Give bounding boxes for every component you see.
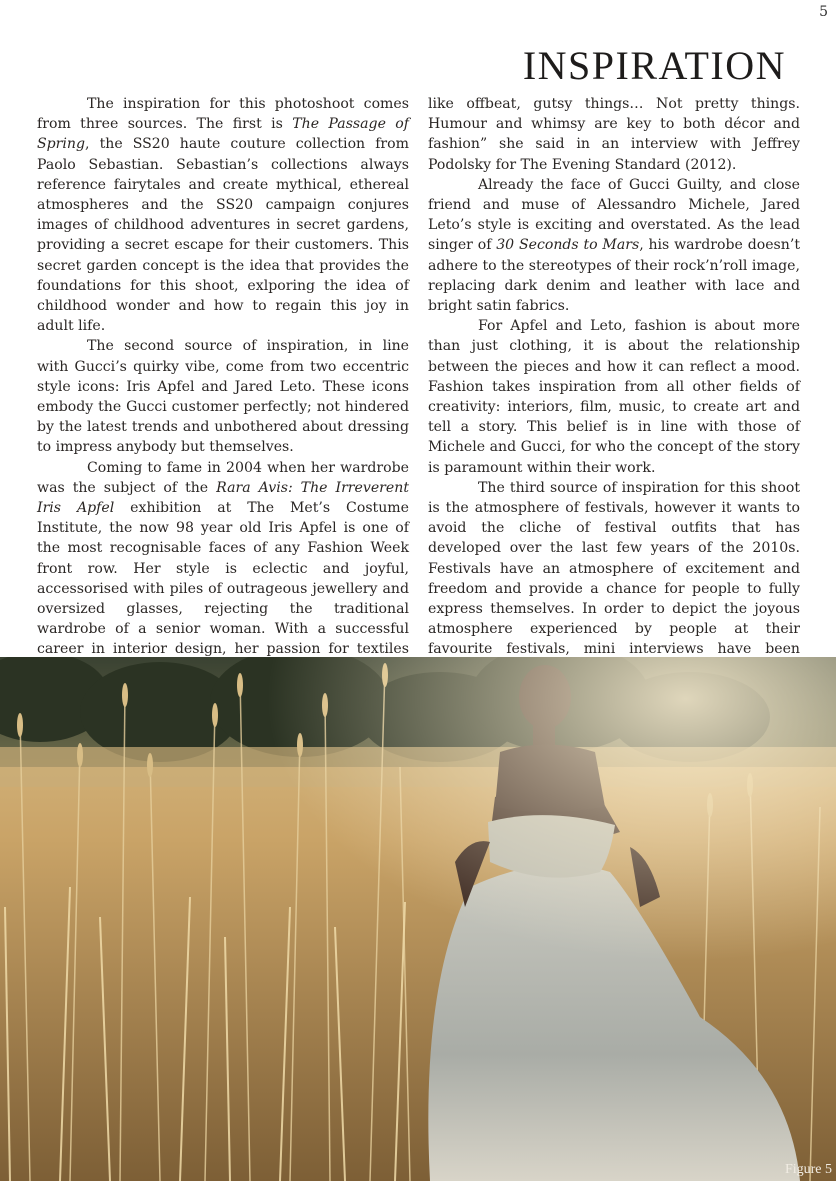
- paragraph: like offbeat, gutsy things… Not pretty things. Humour and whimsy are key to both décor and fashion” she said in an interview with Jeffrey Podolsky for The Evening Standard (2012).: [428, 96, 800, 173]
- paragraph: The second source of inspiration, in line with Gucci’s quirky vibe, come from two eccentric style icons: Iris Apfel and Jared Leto. These icons embody the Gucci customer perfectly; not hindered by the latest trends and unbothered about dressing to impress anybody but themselves.: [37, 338, 409, 456]
- exhibition-title: Rara Avis: The Irreverent Iris Apfel: [37, 479, 410, 517]
- paragraph-text: Already the face of Gucci Guilty, and close friend and muse of Alessandro Michele, Jared Leto’s style is exciting and overstated. As the lead singer of: [428, 176, 800, 254]
- paragraph-text: exhibition at The Met’s Costume Institute, the now 98 year old Iris Apfel is one of the most recognisable faces of any Fashion Week front row. Her style is eclectic and joyful, accessorised with piles of outrageous jewellery and oversized glasses, rejecting the traditional wardrobe of a senior woman. With a successful career in interior design, her passion for textiles: [37, 500, 410, 658]
- page-title: INSPIRATION: [522, 43, 786, 88]
- figure-photo: [0, 657, 836, 1181]
- paragraph: [37, 94, 409, 336]
- band-name: 30 Seconds to Mars: [496, 237, 640, 254]
- paragraph: [428, 175, 800, 316]
- paragraph-text: , the SS20 haute couture collection from Paolo Sebastian. Sebastian’s collections always reference fairytales and create mythical, ethereal atmospheres and the SS20 campaign conjures images of childhood adventures in secret gardens, providing a secret escape for their customers. This secret garden concept is the idea that provides the foundations for this shoot, exlporing the idea of childhood wonder and how to regain this joy in adult life.: [37, 136, 409, 335]
- paragraph: [37, 458, 409, 680]
- meadow-photo-illustration: [0, 657, 836, 1181]
- paragraph-text: The inspiration for this photoshoot comes from three sources. The first is: [37, 96, 409, 133]
- figure-caption: Figure 5: [784, 1162, 832, 1177]
- text-column-right: [428, 94, 800, 700]
- paragraph: For Apfel and Leto, fashion is about more than just clothing, it is about the relationship between the pieces and how it can reflect a mood. Fashion takes inspiration from all other fields of creativity: interiors, film, music, to create art and tell a story. This belief is in line with those of Michele and Gucci, for who the concept of the story is paramount within their work.: [428, 318, 800, 476]
- paragraph-text: Coming to fame in 2004 when her wardrobe was the subject of the: [37, 459, 409, 496]
- paragraph: The third source of inspiration for this shoot is the atmosphere of festivals, however it wants to avoid the cliche of festival outfits that has developed over the last few years of the 2010s. Festivals have an atmosphere of excitement and freedom and provide a chance for people to fully express themselves. In order to depict the joyous atmosphere experienced by people at their favourite festivals, mini interviews have been: [428, 479, 800, 658]
- page-number: 5: [819, 4, 828, 20]
- text-column-left: [37, 94, 409, 680]
- collection-title: The Passage of Spring: [37, 116, 409, 153]
- paragraph-text: , his wardrobe doesn’t adhere to the stereotypes of their rock’n’roll image, replacing dark denim and leather with lace and bright satin fabrics.: [428, 237, 800, 315]
